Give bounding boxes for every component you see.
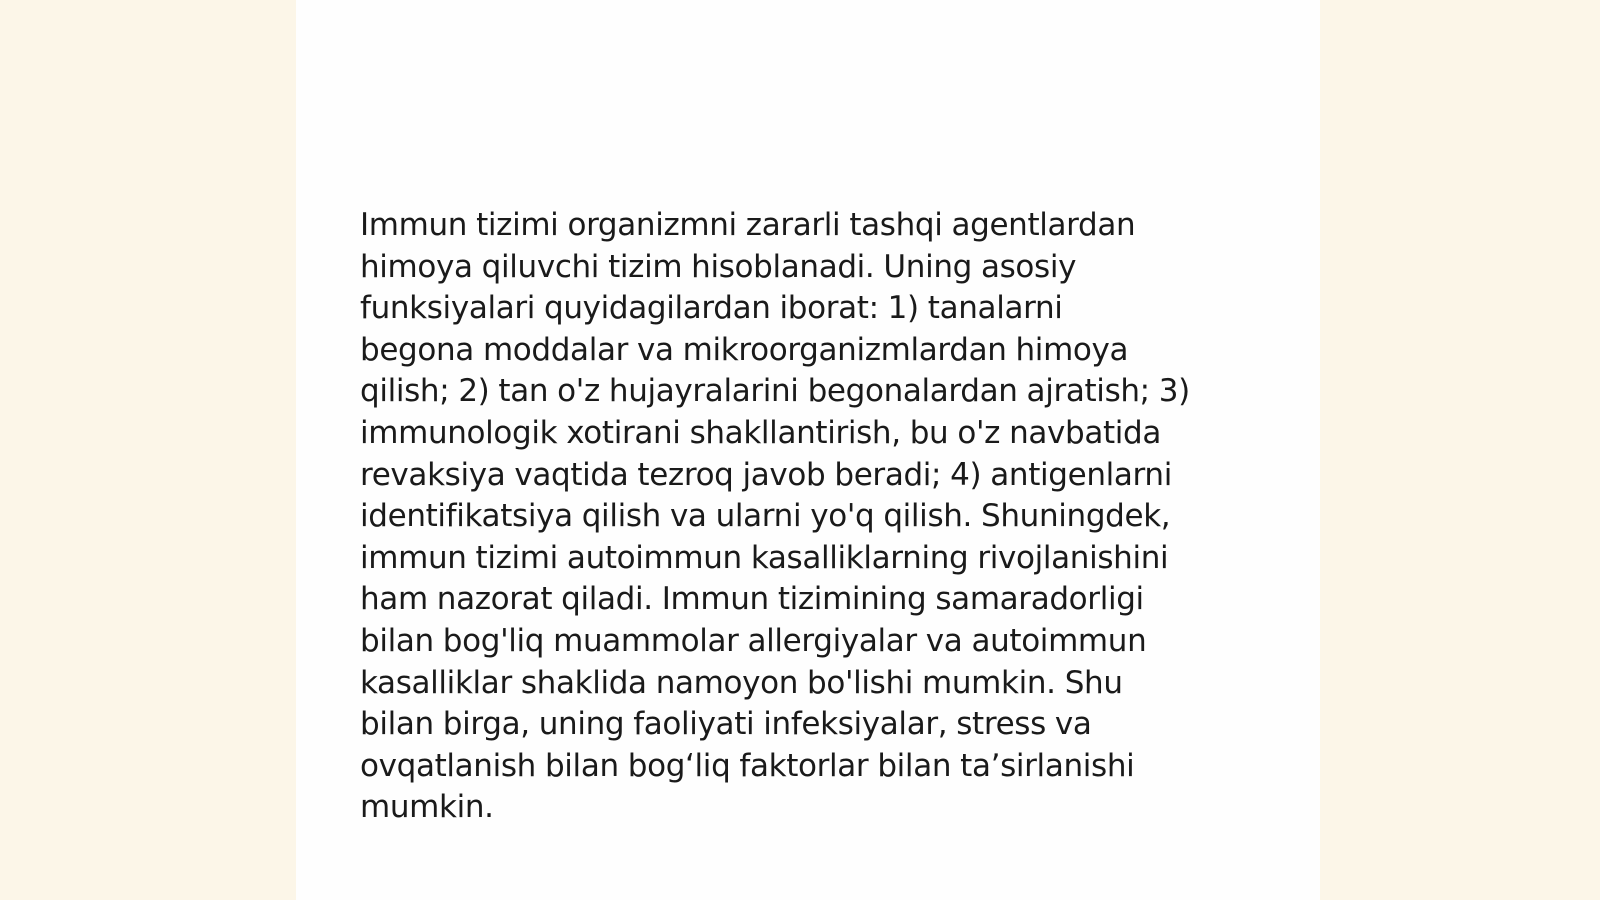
text-line: kasalliklar shaklida namoyon bo'lishi mumkin. Shu: [360, 664, 1123, 701]
text-line: bilan bog'liq muammolar allergiyalar va autoimmun: [360, 622, 1147, 659]
text-line: ham nazorat qiladi. Immun tizimining samaradorligi: [360, 581, 1144, 618]
text-line: bilan birga, uning faoliyati infeksiyalar, stress va: [360, 706, 1092, 743]
text-line: immun tizimi autoimmun kasalliklarning rivojlanishini: [360, 539, 1169, 576]
slide-page: [296, 0, 1320, 900]
text-line: Immun tizimi organizmni zararli tashqi agentlardan: [360, 207, 1136, 243]
text-line: begona moddalar va mikroorganizmlardan himoya: [360, 331, 1129, 368]
text-line: revaksiya vaqtida tezroq javob beradi; 4) antigenlarni: [360, 456, 1172, 493]
text-line: qilish; 2) tan o'z hujayralarini begonalardan ajratish; 3): [360, 373, 1190, 410]
text-line: funksiyalari quyidagilardan iborat: 1) tanalarni: [360, 290, 1063, 327]
body-paragraph: [360, 205, 1250, 829]
text-line: identifikatsiya qilish va ularni yo'q qilish. Shuningdek,: [360, 498, 1171, 535]
text-line: ovqatlanish bilan bogʻliq faktorlar bilan taʼsirlanishi: [360, 747, 1135, 784]
text-line: mumkin.: [360, 789, 494, 826]
text-line: immunologik xotirani shakllantirish, bu o'z navbatida: [360, 414, 1162, 451]
text-line: himoya qiluvchi tizim hisoblanadi. Uning asosiy: [360, 248, 1077, 285]
